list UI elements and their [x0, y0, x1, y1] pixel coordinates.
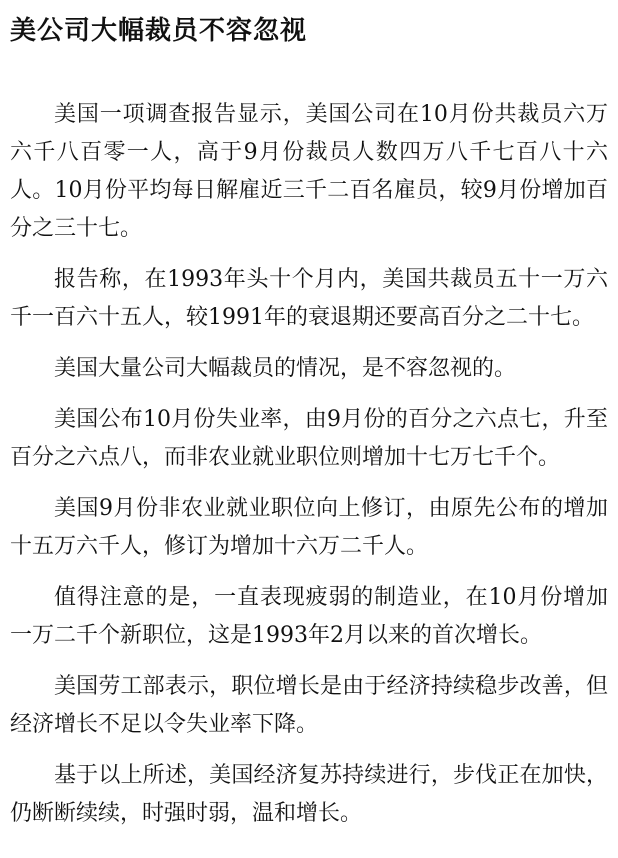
paragraph-1: 美国一项调查报告显示，美国公司在10月份共裁员六万六千八百零一人，高于9月份裁员人数四万八千七百八十六人。10月份平均每日解雇近三千二百名雇员，较9月份增加百分之三十七。 [10, 102, 608, 241]
article-title: 美公司大幅裁员不容忽视 [10, 16, 308, 46]
paragraph-7: 美国劳工部表示，职位增长是由于经济持续稳步改善，但经济增长不足以令失业率下降。 [10, 674, 608, 737]
paragraph-6: 值得注意的是，一直表现疲弱的制造业，在10月份增加一万二千个新职位，这是1993年2月以来的首次增长。 [10, 585, 608, 648]
paragraph-2: 报告称，在1993年头十个月内，美国共裁员五十一万六千一百六十五人，较1991年的衰退期还要高百分之二十七。 [10, 267, 608, 330]
article-body [10, 96, 608, 833]
paragraph-8: 基于以上所述，美国经济复苏持续进行，步伐正在加快，仍断断续续，时强时弱，温和增长。 [10, 763, 608, 826]
paragraph-3: 美国大量公司大幅裁员的情况，是不容忽视的。 [54, 356, 517, 381]
paragraph-4: 美国公布10月份失业率，由9月份的百分之六点七，升至百分之六点八，而非农业就业职位则增加十七万七千个。 [10, 407, 608, 470]
paragraph-5: 美国9月份非农业就业职位向上修订，由原先公布的增加十五万六千人，修订为增加十六万二千人。 [10, 496, 608, 559]
